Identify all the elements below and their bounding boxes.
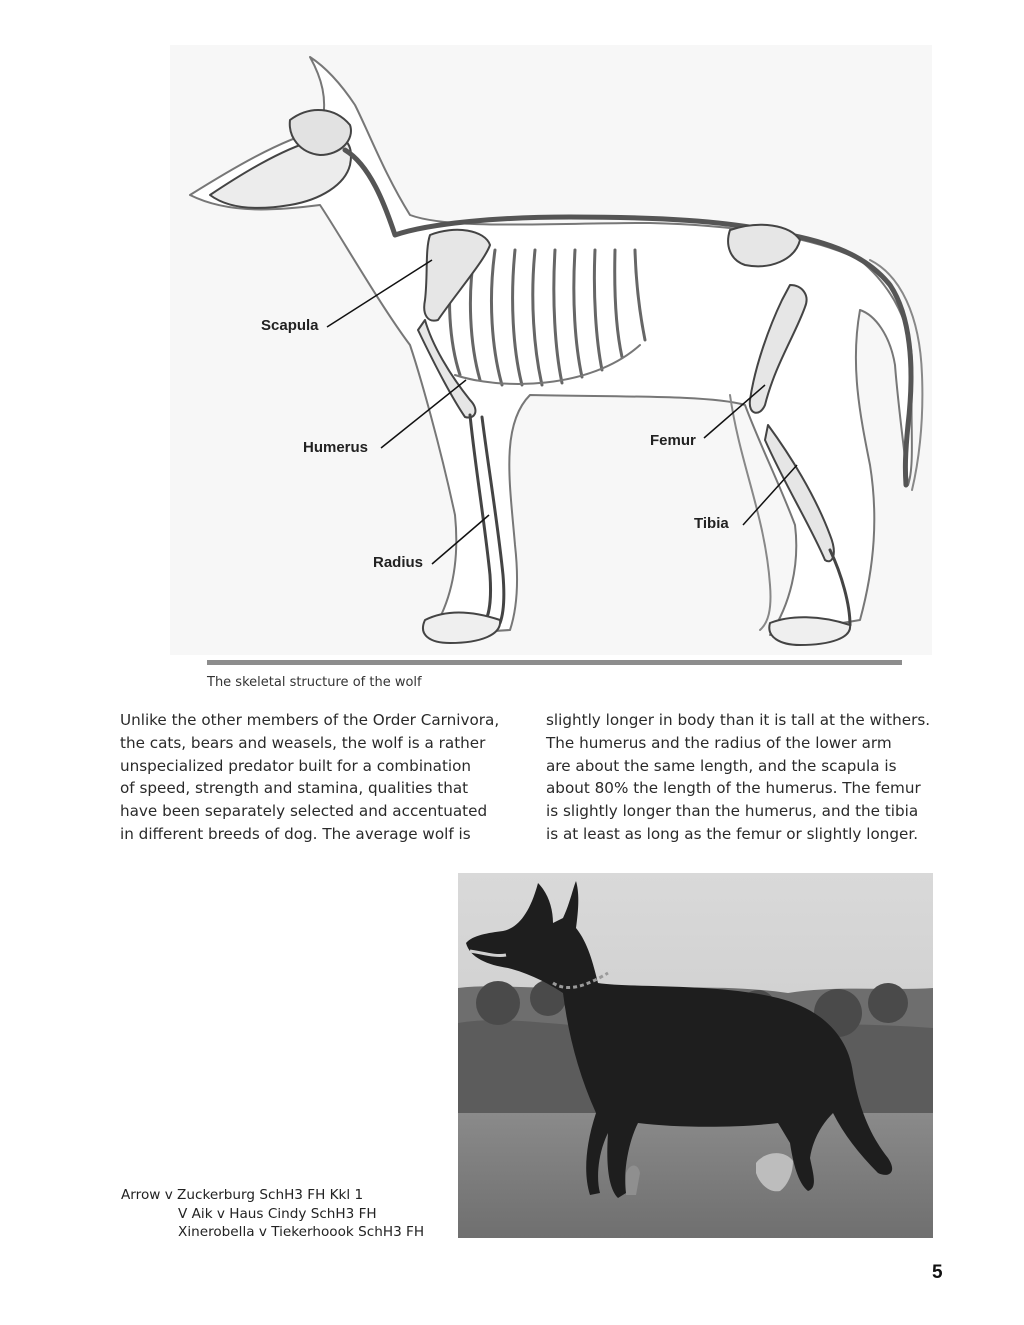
- scapula-label: Scapula: [261, 317, 319, 334]
- humerus-label: Humerus: [303, 439, 369, 456]
- sire-name: V Aik v Haus Cindy SchH3 FH: [178, 1205, 377, 1222]
- dam-name: Xinerobella v Tiekerhoook SchH3 FH: [178, 1224, 425, 1240]
- text-line: unspecialized predator built for a combination: [120, 756, 472, 775]
- text-line: Unlike the other members of the Order Carnivora,: [120, 711, 500, 729]
- text-line: in different breeds of dog. The average wolf is: [120, 824, 471, 843]
- figure-divider: [207, 660, 902, 665]
- wolf-skeleton-illustration: [170, 45, 932, 655]
- figure-caption: The skeletal structure of the wolf: [207, 675, 422, 690]
- dog-name: Arrow v Zuckerburg SchH3 FH Kkl 1: [121, 1187, 364, 1203]
- body-text-left-column: [120, 709, 530, 846]
- text-line: about 80% the length of the humerus. The femur: [546, 779, 921, 798]
- text-line: The humerus and the radius of the lower arm: [546, 733, 892, 752]
- radius-label: Radius: [373, 554, 424, 571]
- text-line: is at least as long as the femur or slightly longer.: [546, 824, 919, 843]
- text-line: is slightly longer than the humerus, and the tibia: [546, 802, 919, 821]
- text-line: the cats, bears and weasels, the wolf is a rather: [120, 733, 486, 752]
- body-text-right-column: [546, 709, 956, 846]
- tibia-label: Tibia: [694, 515, 729, 532]
- page-number: 5: [932, 1262, 943, 1283]
- femur-label: Femur: [650, 432, 696, 449]
- text-line: have been separately selected and accentuated: [120, 802, 488, 821]
- german-shepherd-photo: [458, 873, 933, 1238]
- text-line: of speed, strength and stamina, qualities that: [120, 779, 469, 798]
- photo-caption: [121, 1186, 424, 1242]
- text-line: are about the same length, and the scapula is: [546, 756, 897, 775]
- text-line: slightly longer in body than it is tall at the withers.: [546, 711, 931, 729]
